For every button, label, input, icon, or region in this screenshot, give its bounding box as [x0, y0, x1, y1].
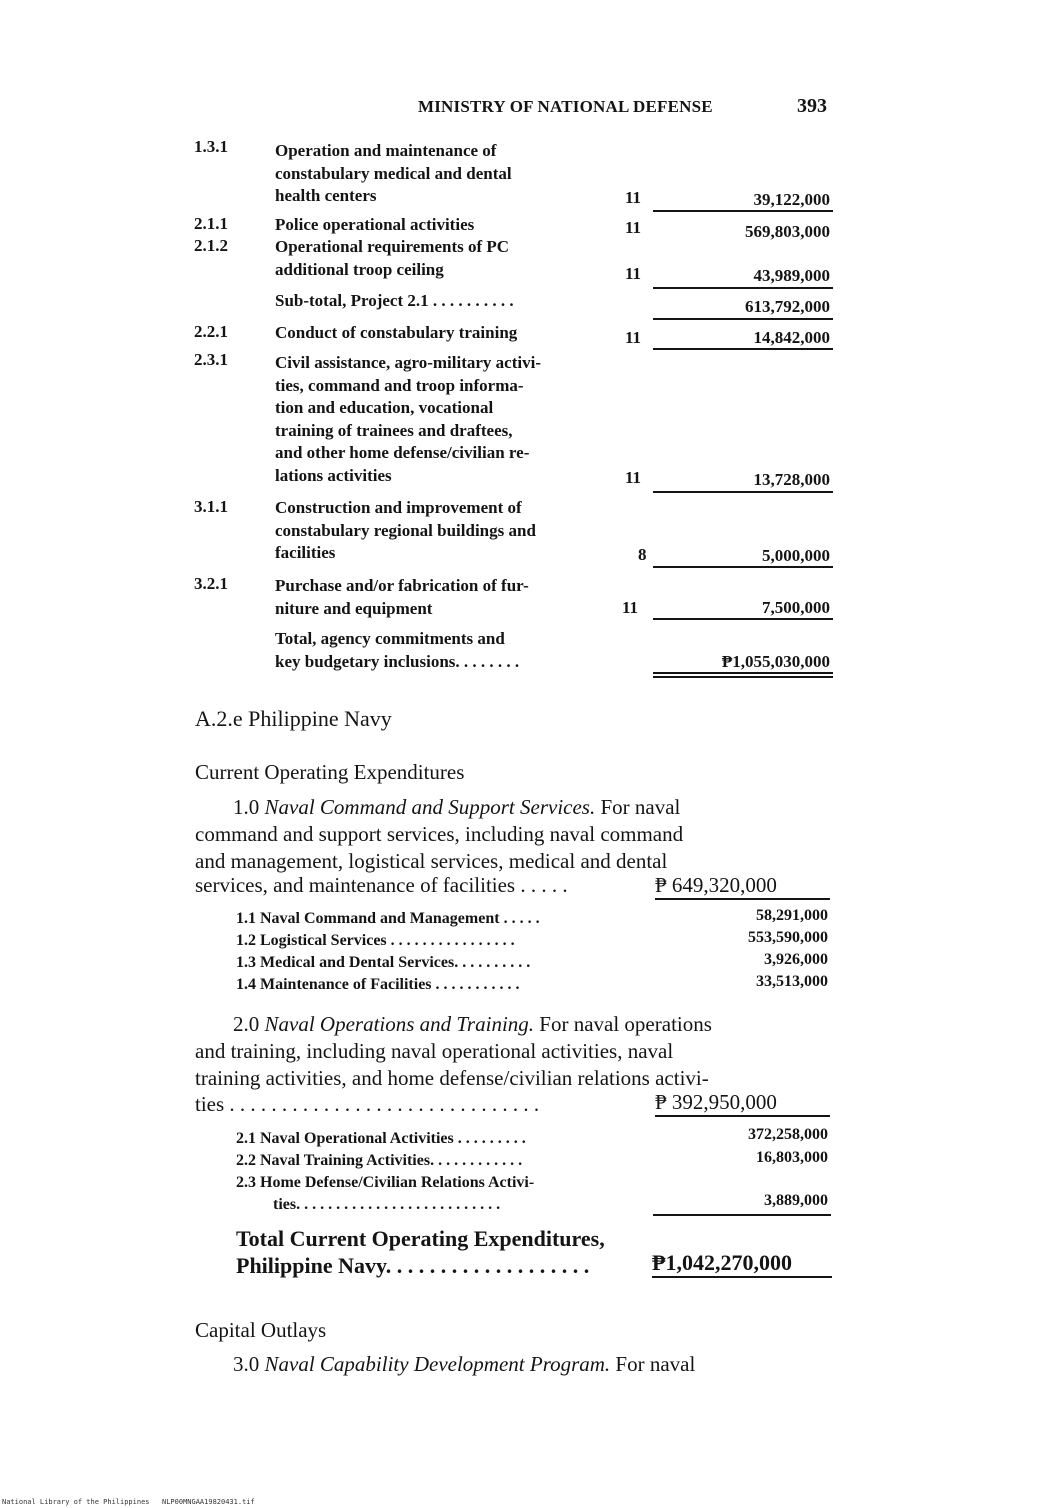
page-number: 393 [797, 95, 827, 117]
program-2-last-line: ties . . . . . . . . . . . . . . . . . . . . . . . . . . . . . . [195, 1092, 540, 1116]
table-row-amount: 43,989,000 [753, 266, 830, 285]
list-item: 2.1 Naval Operational Activities . . . . . . . . . [236, 1130, 526, 1147]
table-row-desc: Purchase and/or fabrication of fur- niture and equipment [275, 576, 529, 618]
table-row-desc: Police operational activities [275, 215, 475, 234]
table-row-fund: 11 [625, 188, 642, 207]
program-1-amount: ₱ 649,320,000 [655, 873, 777, 897]
footer-file: NLP00MNGAA19820431.tif [162, 1498, 255, 1506]
total-current-label-2: Philippine Navy. . . . . . . . . . . . . . . . . . . [236, 1253, 590, 1278]
table-row-fund: 8 [638, 545, 647, 564]
table-row-amount: 39,122,000 [753, 190, 830, 209]
table-row-fund: 11 [625, 218, 642, 237]
total-current-amount: ₱1,042,270,000 [652, 1250, 792, 1275]
subtotal-label: Sub-total, Project 2.1 . . . . . . . . . . [275, 291, 514, 310]
list-item-amount: 33,513,000 [756, 973, 828, 990]
program-2-paragraph: 2.0 Naval Operations and Training. For naval operations and training, including naval operational activities, naval training activities, and home defense/civilian relations activi- [195, 1012, 712, 1090]
footer-library: National Library of the Philippines [2, 1498, 150, 1506]
table-row-code: 3.2.1 [194, 574, 228, 593]
table-row-desc: Construction and improvement of constabulary regional buildings and facilities [275, 498, 536, 562]
list-item: 1.3 Medical and Dental Services. . . . . . . . . . [236, 954, 531, 971]
subtotal-amount: 613,792,000 [745, 297, 830, 316]
table-row-desc: Civil assistance, agro-military activi- ties, command and troop informa- tion and education, vocational training of trainees and draftees, and other home defense/civilian re- lations activities [275, 353, 541, 485]
table-row-amount: 7,500,000 [762, 598, 830, 617]
table-row-amount: 569,803,000 [745, 222, 830, 241]
list-item-amount: 3,926,000 [764, 951, 828, 968]
table-row-desc: Operational requirements of PC additional troop ceiling [275, 237, 510, 279]
table-row-code: 1.3.1 [194, 137, 228, 156]
table-row-code: 2.1.2 [194, 236, 228, 255]
table-row-code: 2.3.1 [194, 350, 228, 369]
program-1-last-line: services, and maintenance of facilities . . . . . [195, 873, 568, 897]
list-item-amount: 58,291,000 [756, 907, 828, 924]
list-item-amount: 372,258,000 [748, 1126, 828, 1143]
list-item: 2.3 Home Defense/Civilian Relations Activi- [236, 1174, 535, 1191]
subsection-heading: Current Operating Expenditures [195, 760, 465, 784]
table-row-code: 3.1.1 [194, 497, 228, 516]
program-2-amount: ₱ 392,950,000 [655, 1090, 777, 1114]
agency-total-label: Total, agency commitments and key budgetary inclusions. . . . . . . . [275, 629, 520, 671]
list-item: 1.1 Naval Command and Management . . . . . [236, 910, 540, 927]
table-row-fund: 11 [625, 328, 642, 347]
table-row-desc: Operation and maintenance of constabulary medical and dental health centers [275, 141, 512, 205]
table-row-desc: Conduct of constabulary training [275, 323, 518, 342]
table-row-amount: 14,842,000 [753, 328, 830, 347]
section-heading: A.2.e Philippine Navy [195, 706, 392, 731]
table-row-fund: 11 [625, 468, 642, 487]
list-item: 1.4 Maintenance of Facilities . . . . . . . . . . . [236, 976, 520, 993]
list-item-amount: 16,803,000 [756, 1149, 828, 1166]
agency-total-amount: ₱1,055,030,000 [721, 652, 830, 671]
list-item: ties. . . . . . . . . . . . . . . . . . . . . . . . . . [273, 1196, 501, 1213]
list-item: 1.2 Logistical Services . . . . . . . . . . . . . . . . [236, 932, 515, 949]
table-row-fund: 11 [622, 598, 639, 617]
table-row-amount: 5,000,000 [762, 546, 830, 565]
program-1-paragraph: 1.0 Naval Command and Support Services. For naval command and support services, including naval command and management, logistical services, medical and dental [195, 795, 684, 873]
total-current-label-1: Total Current Operating Expenditures, [236, 1226, 605, 1251]
list-item-amount: 3,889,000 [764, 1192, 828, 1209]
table-row-code: 2.2.1 [194, 322, 228, 341]
program-3-line: 3.0 Naval Capability Development Program. For naval [233, 1352, 696, 1376]
capital-outlays-heading: Capital Outlays [195, 1318, 327, 1342]
running-header-title: MINISTRY OF NATIONAL DEFENSE [418, 97, 713, 116]
table-row-fund: 11 [625, 264, 642, 283]
list-item: 2.2 Naval Training Activities. . . . . . . . . . . . [236, 1152, 523, 1169]
table-row-amount: 13,728,000 [753, 470, 830, 489]
table-row-code: 2.1.1 [194, 214, 228, 233]
list-item-amount: 553,590,000 [748, 929, 828, 946]
